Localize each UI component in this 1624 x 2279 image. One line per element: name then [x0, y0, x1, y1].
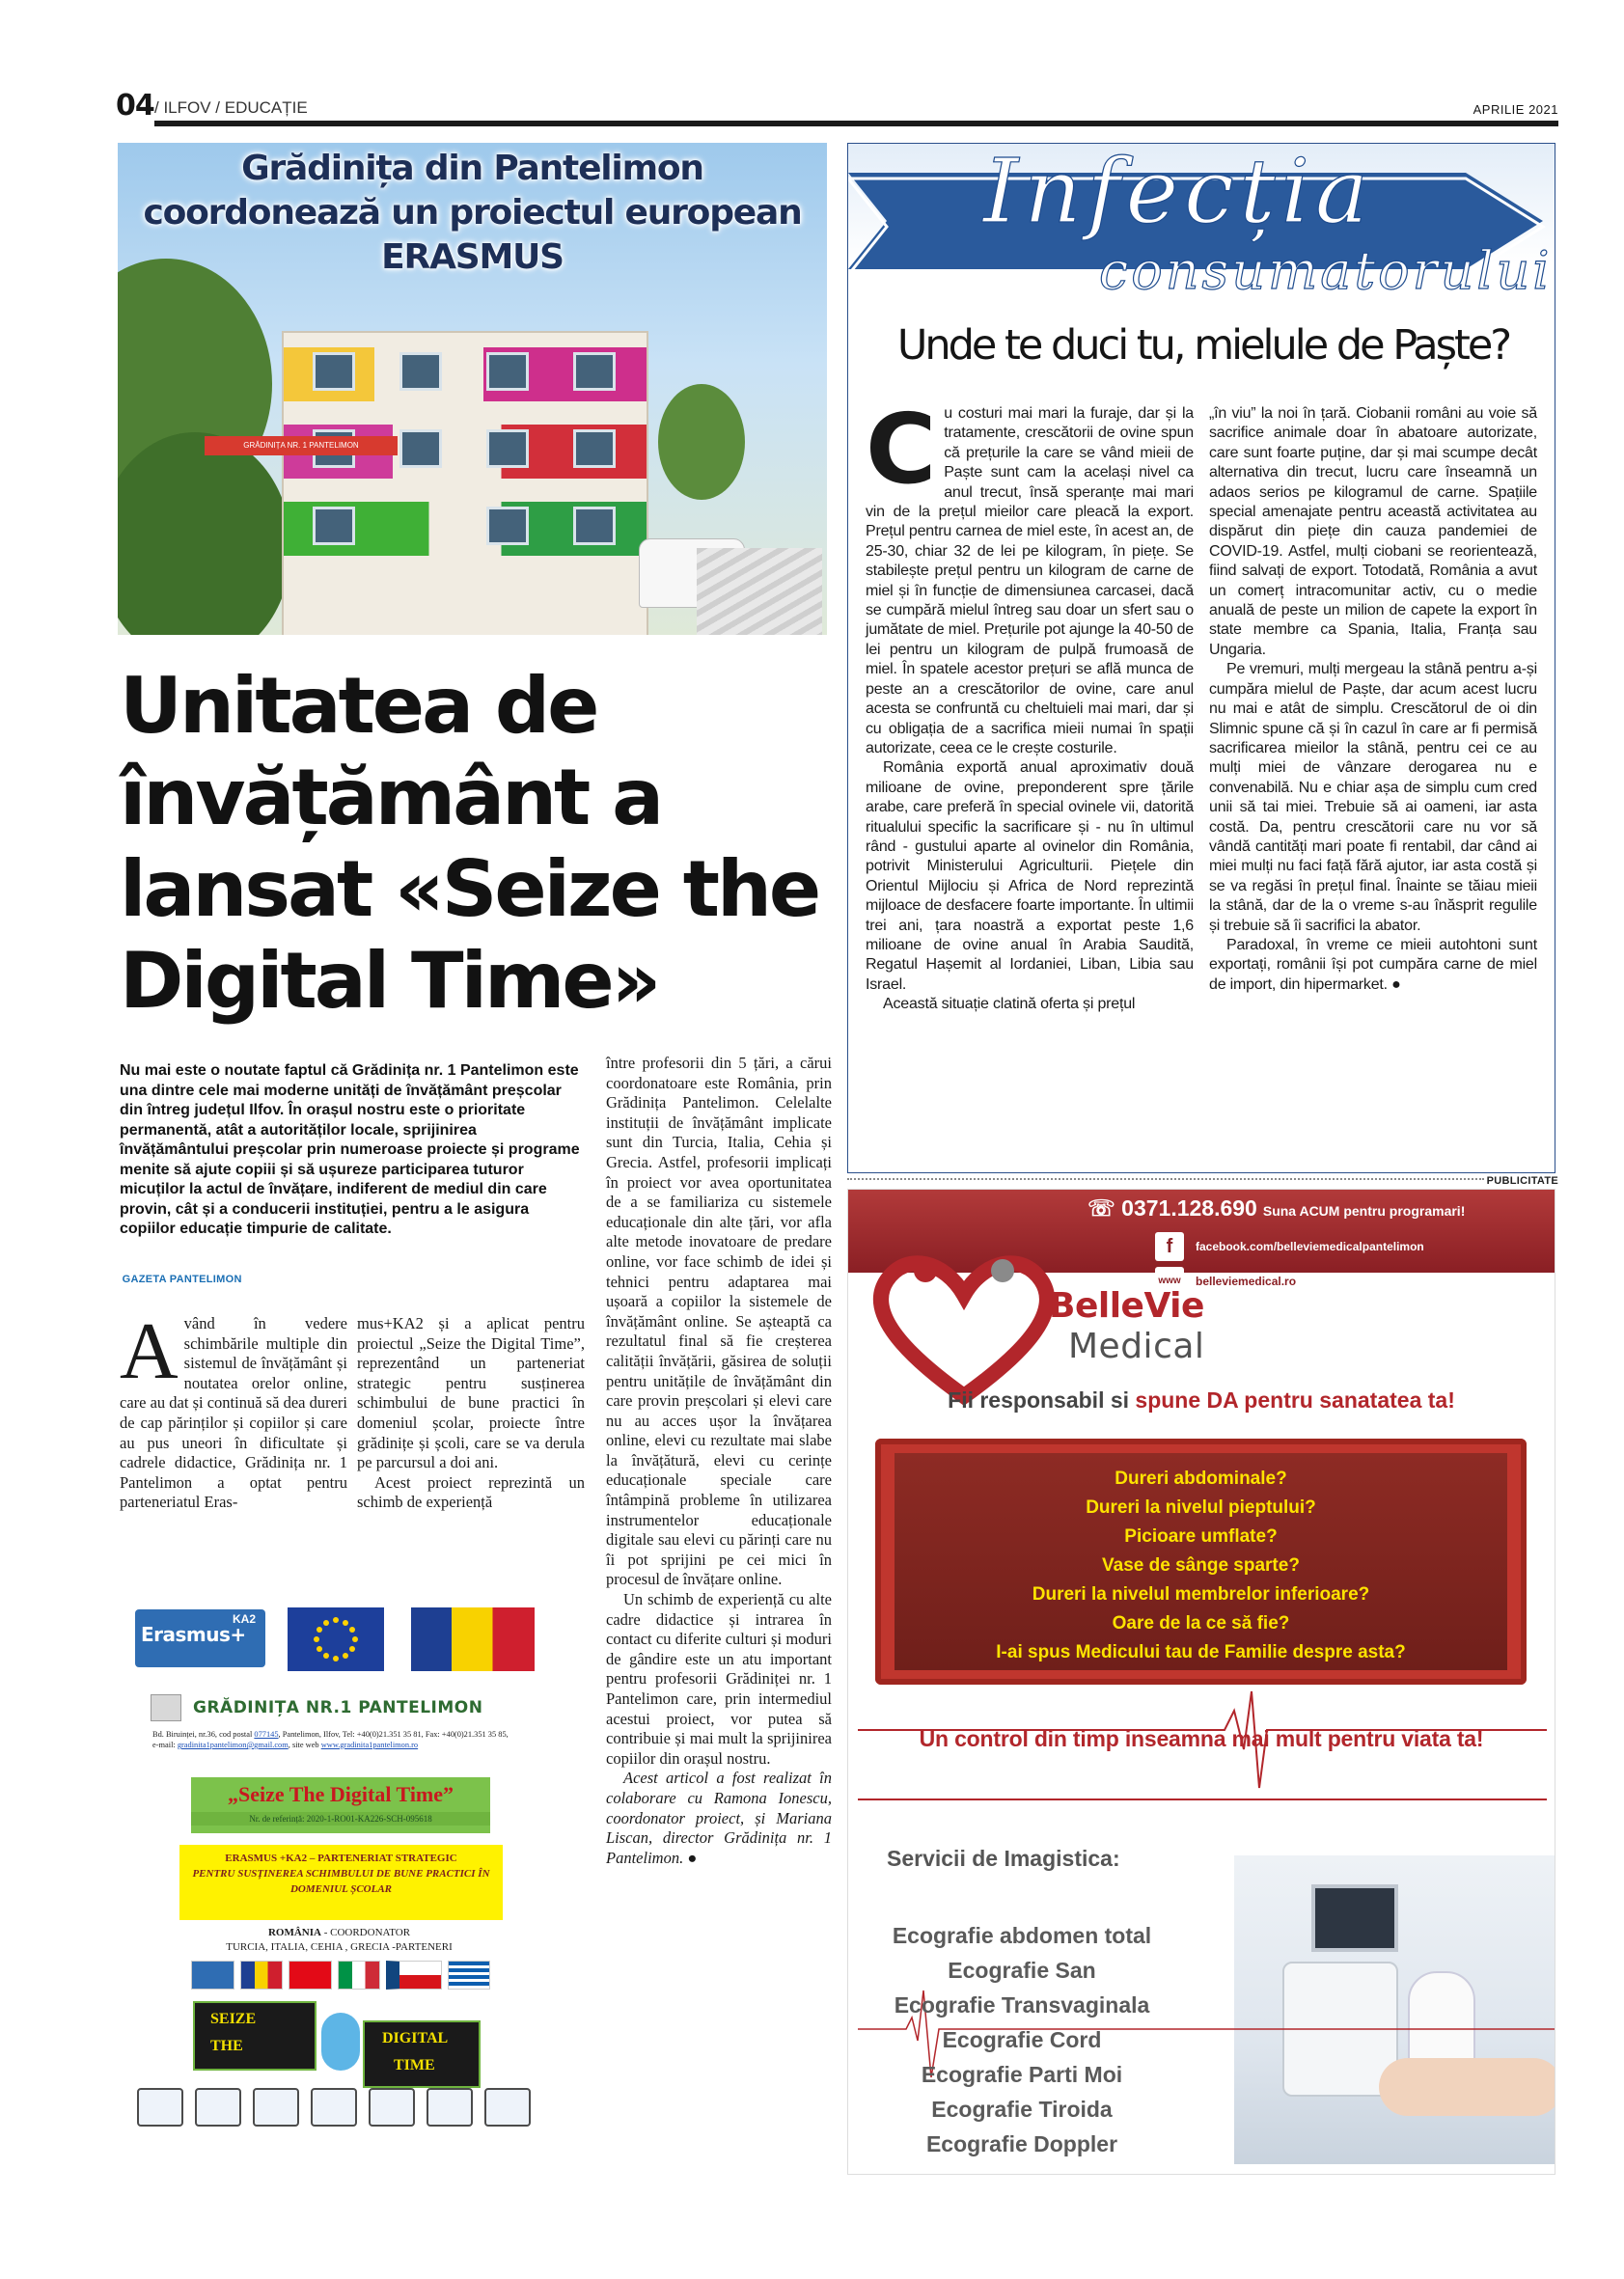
swan-logo-icon: [151, 1694, 181, 1721]
school-name: GRĂDINIȚA NR.1 PANTELIMON: [193, 1698, 483, 1717]
rubric-title-2: consumatorului: [1099, 240, 1553, 301]
ka2-box: [179, 1845, 503, 1920]
digital-time-board: [363, 2020, 481, 2088]
symptoms-panel: [895, 1453, 1507, 1670]
drop-cap: A: [120, 1306, 179, 1396]
slogan-highlight: spune DA pentru sanatatea ta!: [1135, 1387, 1455, 1413]
website-link[interactable]: www.gradinita1pantelimon.ro: [320, 1741, 419, 1749]
brand-subtitle: Medical: [1068, 1327, 1205, 1366]
seize-word: SEIZE: [210, 2011, 257, 2027]
service-item: Ecografie Tiroida: [931, 2097, 1113, 2122]
address-text: Bd. Biruinței, nr.36, cod postal: [152, 1730, 255, 1739]
project-title-box: [191, 1777, 490, 1833]
partners-list: TURCIA, ITALIA, CEHIA , GRECIA -PARTENERI: [226, 1941, 453, 1953]
turkey-flag: [289, 1961, 332, 1990]
paragraph: „în viu” la noi în țară. Ciobanii români au voie să sacrifice animale doar în abatoare autorizate, care sunt foarte puține, dar și mai scumpe decât alternativa din trecut, lucru care înseamnă un adaos serios pe kilogramul de carne. Spațiile special amenajate pentru această activitatea au dispărut din piețe din cauza pandemiei de COVID-19. Astfel, mulți ciobani se reorientează, fiind salvați de export. Totodată, România a avut un comerț intracomunitar activ, cu o medie anuală de peste un milion de capete la export în state membre ca Spania, Italia, Franța sau Ungaria.: [1209, 405, 1537, 658]
ad-phone[interactable]: ☏ 0371.128.690 Suna ACUM pentru programari!: [1087, 1195, 1466, 1221]
online-class-icon: [369, 2088, 415, 2127]
erasmus-poster: [124, 1598, 555, 2154]
symptom-item: Picioare umflate?: [1124, 1526, 1278, 1547]
symptom-item: Dureri la nivelul membrelor inferioare?: [1032, 1584, 1370, 1605]
paragraph: vând în vedere schimbările multiple din sistemul de învățământ și noutatea orelor online, care au dat și continuă să dea dureri de cap părinților și copiilor și care au pus uneori în dificultate și cadrele didactice, Grădinița nr. 1 Pantelimon a optat pentru parteneriatul Eras-: [120, 1314, 347, 1512]
ka2-line-2: PENTRU SUSȚINEREA SCHIMBULUI DE BUNE PRACTICI ÎN DOMENIUL ȘCOLAR: [192, 1868, 490, 1895]
sidebar-headline: Unde te duci tu, mielule de Paște?: [896, 321, 1510, 370]
sidebar-column-1: [866, 393, 1194, 1015]
greece-flag: [448, 1961, 491, 1990]
tree-right: [658, 384, 745, 500]
erasmus-mini-logo: [191, 1961, 234, 1990]
brand-name: BelleVie: [1049, 1286, 1204, 1326]
paragraph: România exportă anual aproximativ două milioane de ovine, preponderent spre țările arabe, care preferă în special ovinele vii, datorită ritualului specific la sacrificare și - nu în ultimul rând - gustului aparte al ovinelor din România, potrivit Ministerului Agriculturii. Piețele din Orientul Mijlociu și Africa de Nord reprezintă mijloace de desfacere foarte importante. În ultimii trei ani, țara noastră a exportat peste 1,6 milioane de ovine anual în Arabia Saudită, Regatul Hașemit al Iordaniei, Liban, Libia sau Israel.: [866, 759, 1194, 993]
paragraph: mus+KA2 și a aplicat pentru proiectul „Seize the Digital Time”, reprezentând un parteneriat strategic pentru susținerea schimbului de bune practici în domeniul școlar, proiecte între grădinițe și școli, care se va derula pe parcursul a doi ani.: [357, 1314, 585, 1472]
heart-logo-icon: [867, 1242, 1060, 1408]
page-number: 04: [116, 89, 154, 123]
the-word: THE: [210, 2038, 243, 2054]
ad-divider: [847, 1178, 1484, 1180]
building: [282, 331, 648, 635]
web-icon: www: [1155, 1267, 1184, 1296]
window: [313, 352, 355, 391]
romania-flag: [411, 1607, 535, 1671]
service-item: Ecografie abdomen total: [892, 1923, 1152, 1948]
coordinator-role: - COORDONATOR: [320, 1927, 411, 1938]
paragraph: Un schimb de experiență cu alte cadre didactice și intrarea în contact cu diferite culturi și moduri de gândire este un atu important pentru profesorii Grădiniței nr. 1 Pantelimon care, prin intermediul acestui proiect, vor putea să contribuie și mai mult la sprijinirea copiilor din orașul nostru.: [606, 1590, 832, 1768]
symptom-item: I-ai spus Medicului tau de Familie despre asta?: [996, 1642, 1406, 1662]
sidebar-article: [847, 143, 1555, 1173]
window: [573, 507, 616, 545]
window: [486, 507, 529, 545]
paragraph: Paradoxal, în vreme ce mieii autohtoni sunt exportați, românii își pot cumpăra carne de miel de import, din hipermarket. ●: [1209, 936, 1537, 993]
email-link[interactable]: gradinita1pantelimon@gmail.com: [177, 1741, 289, 1749]
seize-the-board: [193, 2001, 317, 2071]
kindergarten-photo: [118, 143, 827, 635]
symptom-item: Oare de la ce să fie?: [1112, 1613, 1290, 1634]
romania-flag-small: [240, 1961, 284, 1990]
eu-stars-icon: [288, 1607, 384, 1671]
header-rule: [154, 121, 1558, 126]
italy-flag: [338, 1961, 381, 1990]
symptom-item: Vase de sânge sparte?: [1102, 1555, 1300, 1576]
paragraph: Pe vremuri, mulți mergeau la stână pentru a-și cumpăra mielul de Paște, dar acum acest lucru nu mai e atât de simplu. Crescătorul de oi din Slimnic spune că și în cazul în care ar fi permisă sacrificarea mieilor la stână, pentru cei ce au mulți miei de vânzare derogarea nu e convenabilă. Nu e chiar așa de simplu cum cred unii să tai miei. Trebuie să ai oameni, iar asta costă. Da, pentru crescătorii care nu vor să vândă cantități mari poate fi rentabil, dar când ai miei mulți nu faci față fără ajutor, iar asta costă și se va regăsi în prețul final. Înainte se tăiau mieii la stână, dar de la o vreme s-au înăsprit regulile și trebuie să îi sacrifici la abator.: [1209, 661, 1537, 934]
publication-name[interactable]: GAZETA PANTELIMON: [122, 1274, 242, 1285]
paragraph: între profesorii din 5 țări, a cărui coordonatoare este România, prin Grădinița Pantelimon. Celelalte instituții de învățământ implicate sunt din Turcia, Italia, Cehia și Grecia. Astfel, profesorii implicați în proiect vor avea oportunitatea de a se familiariza cu sistemele educaționale din alte țări, vor afla alte metode inovatoare de predare online, vor face schimb de idei și tehnici pentru adaptarea mai ușoară a copiilor la sistemele de învățământ online. Se așteaptă ca rezultatul final să fie creșterea calității învățării, găsirea de soluții pentru unitățile de învățământ din care provin preșcolari și elevi care nu au acces ușor la învățarea online, elevi cu rezultate mai slabe la învățătură, elevi cu cerințe educaționale speciale care întâmpină probleme în utilizarea instrumentelor educaționale digitale sau elevi cu părinți care nu îi pot sprijini pe cei mici în procesul de învățare online.: [606, 1054, 832, 1589]
paragraph: u costuri mai mari la furaje, dar și la tratamente, crescătorii de ovine spun că prețurile la care se vând mieii de Paște sunt cam la același nivel ca anul trecut, însă speranțe mai mari vin de la prețul mieilor care pleacă la export. Prețul pentru carnea de miel este, în acest an, de 25-30, chiar 32 de lei pe kilogram, în piețe. Se stabilește prețul pentru un kilogram de carne de miel și în funcție de dimensiunea carcasei, dacă se cumpără mielul întreg sau doar un sfert sau o jumătate de miel. Prețurile pot ajunge la 40-50 de lei pentru un kilogram de pulpă frumoasă de miel. În spatele acestor prețuri se află munca de peste an a crescătorilor de ovine, care anul acesta se confruntă cu cheltuieli mai mari, dar și cu obligația de a sacrifica mieii numai în spații autorizate, ceea ce le crește costurile.: [866, 405, 1194, 756]
digital-word: DIGITAL: [382, 2030, 449, 2046]
slogan-text: Fii responsabil si: [948, 1387, 1136, 1413]
photo-caption: Grădinița din Pantelimon coordonează un proiectul european ERASMUS: [143, 149, 802, 277]
postal-code-link[interactable]: 077145: [254, 1730, 279, 1739]
building-sign: GRĂDINIȚA NR. 1 PANTELIMON: [205, 436, 398, 455]
article-column-1: [120, 1306, 347, 1513]
czech-flag: [386, 1961, 442, 1990]
service-item: Ecografie Parti Moi: [921, 2062, 1123, 2087]
time-word: TIME: [394, 2057, 435, 2073]
monitor: [1311, 1884, 1398, 1952]
window: [486, 352, 529, 391]
ka2-label: KA2: [232, 1612, 256, 1626]
section-name: / ILFOV / EDUCAȚIE: [154, 98, 308, 117]
rubric-header: [848, 144, 1555, 316]
erasmus-logo-text: Erasmus+: [141, 1623, 246, 1646]
phone-cta: Suna ACUM pentru programari!: [1262, 1203, 1466, 1219]
window: [486, 429, 529, 468]
partner-flags: [191, 1961, 490, 1993]
window: [399, 352, 442, 391]
sidebar-column-2: [1209, 404, 1537, 995]
window: [573, 429, 616, 468]
window: [313, 507, 355, 545]
service-item: Ecografie Cord: [942, 2027, 1102, 2052]
article-column-3: [606, 1054, 832, 1868]
main-headline: Unitatea de învățământ a lansat «Seize the Digital Time»: [120, 661, 819, 1026]
online-class-icon: [137, 2088, 183, 2127]
article-column-2: [357, 1314, 585, 1513]
coordinator-country: ROMÂNIA: [267, 1927, 321, 1938]
ad-slogan: [848, 1387, 1555, 1414]
online-class-icon: [311, 2088, 357, 2127]
rubric-title-1: Infecția: [983, 144, 1374, 243]
service-item: Ecografie Transvaginala: [894, 1992, 1150, 2018]
online-class-icon: [427, 2088, 473, 2127]
eu-flag: [288, 1607, 384, 1671]
website-link[interactable]: belleviemedical.ro: [1196, 1275, 1297, 1288]
drop-cap: C: [866, 393, 937, 506]
erasmus-logo: [135, 1609, 265, 1667]
online-class-icon: [253, 2088, 299, 2127]
coordination-info: [124, 1926, 555, 1955]
site-label: , site web: [288, 1741, 321, 1749]
phone-number[interactable]: 0371.128.690: [1121, 1195, 1257, 1221]
online-class-icon: [484, 2088, 531, 2127]
tree-left-lower: [118, 432, 291, 635]
service-item: Ecografie Doppler: [925, 2131, 1118, 2156]
online-class-icon: [195, 2088, 241, 2127]
article-credit: Acest articol a fost realizat în colaborare cu Ramona Ionescu, coordonator proiect, și Mariana Liscan, director Grădinița nr. 1 Pantelimon. ●: [606, 1769, 832, 1867]
paragraph: Această situație clatină oferta și prețul: [883, 996, 1136, 1013]
ka2-line-1: ERASMUS +KA2 – PARTENERIAT STRATEGIC: [225, 1853, 457, 1864]
window: [573, 352, 616, 391]
article-lead: Nu mai este o noutate faptul că Grădinița nr. 1 Pantelimon este una dintre cele mai moderne unități de învățământ preșcolar din întreg județul Ilfov. În orașul nostru este o prioritate permanentă, atât a autorităților locale, sprijinirea învățământului preșcolar prin numeroase proiecte și programe menite să ajute copiii și să ușureze participarea tuturor micuților la actul de învățare, indiferent de mediul din care provin, cât și a conducerii instituției, pentru a le asigura copiilor educație timpurie de calitate.: [120, 1062, 580, 1237]
email-label: e-mail:: [152, 1741, 178, 1749]
address-text: , Pantelimon, Ilfov, Tel: +40(0)21.351 35 81, Fax: +40(0)21.351 35 85,: [278, 1730, 509, 1739]
services-heading: Servicii de Imagistica:: [887, 1846, 1120, 1871]
symptom-item: Dureri la nivelul pieptului?: [1086, 1497, 1316, 1518]
project-title: „Seize The Digital Time”: [227, 1782, 454, 1806]
control-slogan: Un control din timp inseamna mai mult pentru viata ta!: [919, 1726, 1484, 1751]
ad-label: PUBLICITATE: [1486, 1175, 1558, 1187]
issue-date: APRILIE 2021: [1473, 102, 1558, 117]
stairs: [697, 548, 822, 635]
school-address: [152, 1729, 538, 1750]
runner-figure: [321, 2013, 360, 2071]
window: [399, 429, 442, 468]
bellevie-ad: [847, 1189, 1555, 2175]
project-reference: Nr. de referință: 2020-1-RO01-KA226-SCH-095618: [191, 1812, 490, 1826]
facebook-icon: f: [1155, 1232, 1184, 1261]
facebook-link[interactable]: facebook.com/belleviemedicalpantelimon: [1196, 1240, 1424, 1253]
paragraph: Acest proiect reprezintă un schimb de experiență: [357, 1472, 585, 1512]
service-item: Ecografie San: [948, 1958, 1096, 1983]
symptoms-box: [875, 1439, 1527, 1685]
symptom-item: Dureri abdominale?: [1115, 1469, 1287, 1489]
